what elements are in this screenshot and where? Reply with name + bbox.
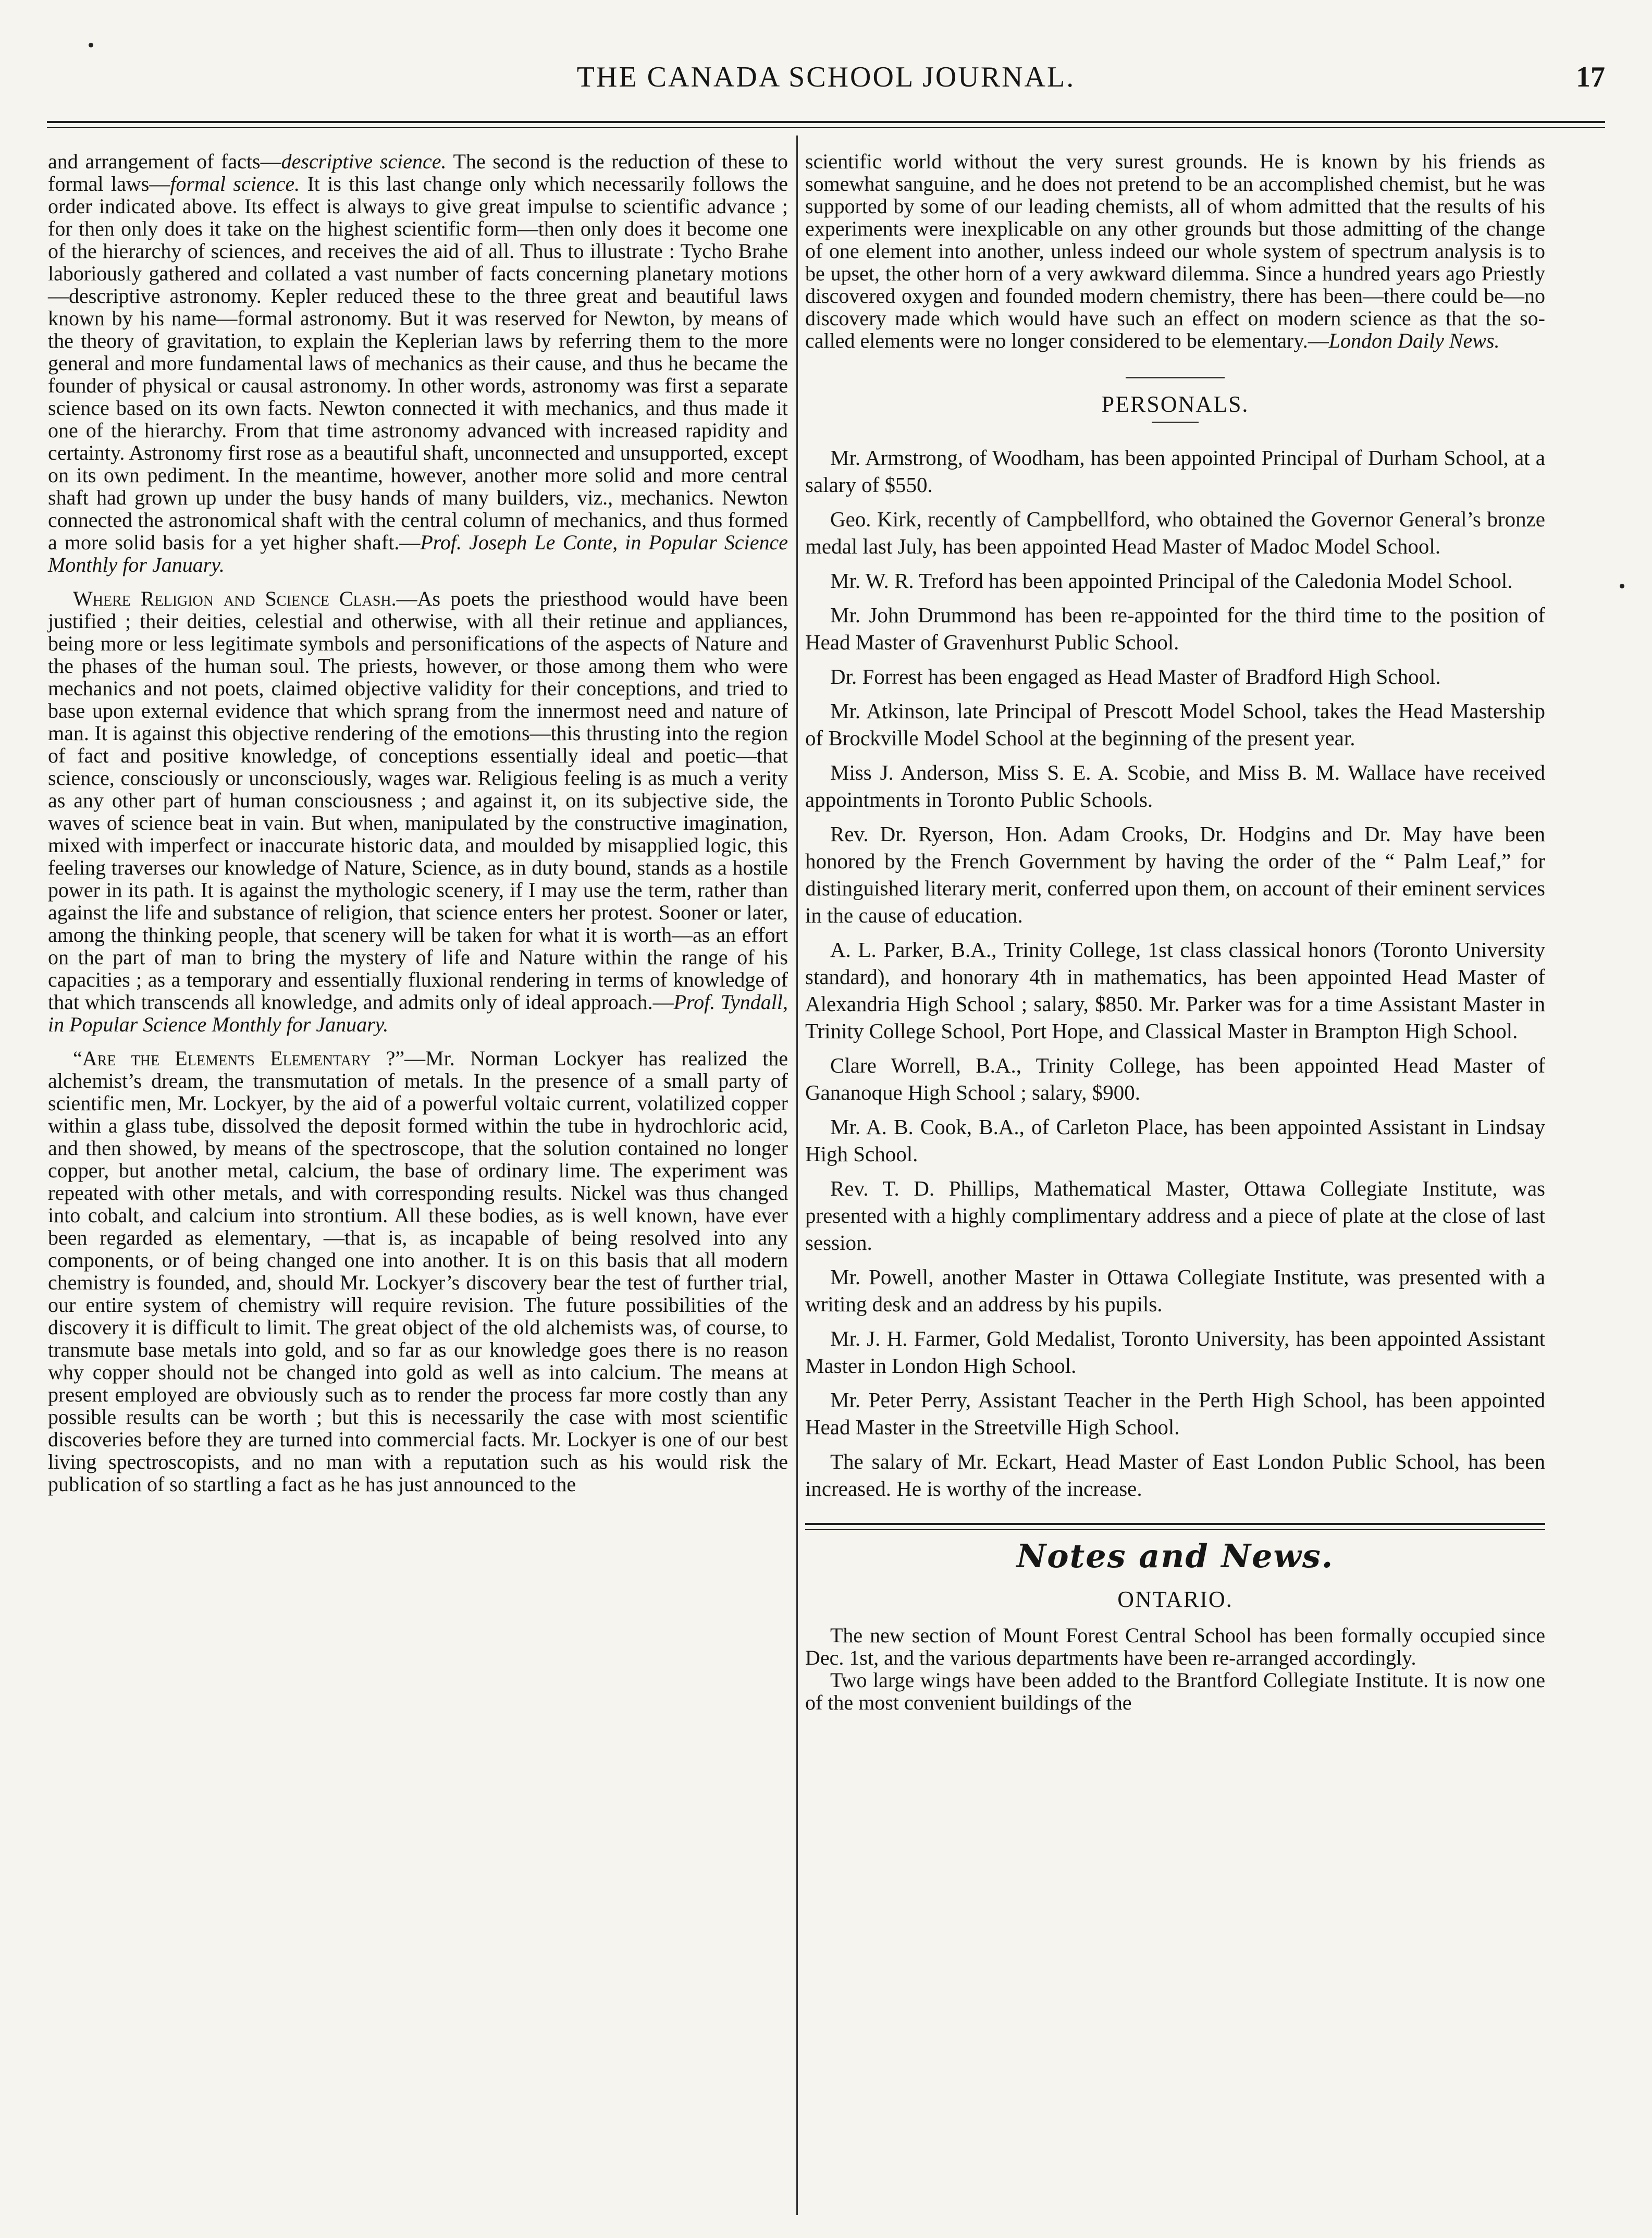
continued-source: London Daily News. bbox=[1328, 329, 1500, 352]
personal-item: Mr. Peter Perry, Assistant Teacher in the Perth High School, has been appointed Head Master in the Streetville High School. bbox=[805, 1388, 1545, 1439]
heading-underline bbox=[1152, 422, 1199, 423]
article-elements-continued bbox=[805, 150, 1545, 352]
para1-emphasis-a: descriptive science. bbox=[281, 150, 447, 173]
header-rule bbox=[47, 121, 1605, 123]
para2-text: —As poets the priesthood would have been justified ; their deities, celestial and otherwise, with all their retinue and appliances, being more or less legitimate symbols and personifications of the aspects of Nature and the phases of the human soul. The priests, however, or those among them who were mechanics and not poets, claimed objective validity for their conceptions, and tried to base upon external evidence that which sprang from the innermost need and nature of man. It is against this objective rendering of the emotions—this thrusting into the region of fact and positive knowledge, of conceptions essentially ideal and poetic—that science, consciously or unconsciously, wages war. Religious feeling is as much a verity as any other part of human consciousness ; and against it, on its subjective side, the waves of science beat in vain. But when, manipulated by the constructive imagination, mixed with imperfect or inaccurate historic data, and moulded by misapplied logic, this feeling traverses our knowledge of Nature, Science, as in duty bound, stands as a hostile power in its path. It is against the mythologic scenery, if I may use the term, rather than against the life and substance of religion, that science enters her protest. Sooner or later, among the thinking people, that scenery will be taken for what it is worth—as an effort on the part of man to bring the mystery of life and Nature within the range of his capacities ; as a temporary and essentially fluxional rendering in terms of knowledge of that which transcends all knowledge, and admits only of ideal approach.— bbox=[48, 587, 788, 1014]
para1-text-b: The second is the reduction of these to formal laws— bbox=[48, 150, 788, 195]
page-speck bbox=[89, 43, 93, 47]
continued-text: scientific world without the very surest grounds. He is known by his friends as somewhat sanguine, and he does not pretend to be an accomplished chemist, but he was supported by some of our leading chemists, all of whom admitted that the results of his experiments were inexplicable on any other grounds but those admitting of the change of one element into another, unless indeed our whole system of spectrum analysis is to be upset, the other horn of a very awkward dilemma. Since a hundred years ago Priestly discovered oxygen and founded modern chemistry, there has been—there could be—no discovery made which would have such an effect on modern science as that the so-called elements were no longer considered to be elementary.— bbox=[805, 150, 1545, 352]
ontario-heading: ONTARIO. bbox=[1117, 1587, 1233, 1612]
para1-text-a: and arrangement of facts— bbox=[48, 150, 281, 173]
left-column bbox=[48, 150, 788, 1495]
para2-source: Prof. Tyndall, in Popular Science Monthly for January. bbox=[48, 990, 788, 1036]
notes-divider bbox=[805, 1523, 1545, 1530]
para1-text-c: It is this last change only which necessarily follows the order indicated above. Its effect is always to give great impulse to scientific advance ; for then only does it take on the highest scientific form—then only does it become one of the hierarchy of sciences, and receives the aid of all. Thus to illustrate : Tycho Brahe laboriously gathered and collated a vast number of facts concerning planetary motions —descriptive astronomy. Kepler reduced these to the three great and beautiful laws known by his name—formal astronomy. But it was reserved for Newton, by means of the theory of gravitation, to explain the Keplerian laws by referring them to the more general and more fundamental laws of mechanics as their cause, and thus he became the founder of physical or causal astronomy. In other words, astronomy was first a separate science based on its own facts. Newton connected it with mechanics, and thus made it one of the hierarchy. From that time astronomy advanced with increased rapidity and certainty. Astronomy first rose as a beautiful shaft, unconnected and unsupported, except on its own pediment. In the meantime, however, another more solid and more central shaft had grown up under the busy hands of many builders, viz., mechanics. Newton connected the astronomical shaft with the central column of mechanics, and thus formed a more solid basis for a yet higher shaft.— bbox=[48, 172, 788, 554]
personal-item: A. L. Parker, B.A., Trinity College, 1st class classical honors (Toronto University standard), and honorary 4th in mathematics, has been appointed Head Master of Alexandria High School ; salary, $850. Mr. Parker was for a time Assistant Master in Trinity College School, Port Hope, and Classical Master in Brampton High School. bbox=[805, 938, 1545, 1043]
personal-item: Clare Worrell, B.A., Trinity College, has been appointed Head Master of Gananoque High School ; salary, $900. bbox=[805, 1053, 1545, 1104]
journal-title: THE CANADA SCHOOL JOURNAL. bbox=[576, 61, 1076, 93]
personal-item: Rev. Dr. Ryerson, Hon. Adam Crooks, Dr. Hodgins and Dr. May have been honored by the French Government by having the order of the “ Palm Leaf,” for distinguished literary merit, conferred upon them, on account of their eminent services in the cause of education. bbox=[805, 822, 1545, 927]
page-header bbox=[47, 56, 1605, 114]
article-religion-science-paragraph bbox=[48, 587, 788, 1036]
ontario-item: Two large wings have been added to the Brantford Collegiate Institute. It is now one of the most convenient buildings of the bbox=[805, 1668, 1545, 1714]
personal-item: Mr. A. B. Cook, B.A., of Carleton Place, has been appointed Assistant in Lindsay High School. bbox=[805, 1115, 1545, 1166]
personal-item: Mr. Armstrong, of Woodham, has been appointed Principal of Durham School, at a salary of $550. bbox=[805, 446, 1545, 497]
personal-item: Mr. Atkinson, late Principal of Prescott Model School, takes the Head Mastership of Brockville Model School at the beginning of the present year. bbox=[805, 699, 1545, 750]
personal-item: Mr. W. R. Treford has been appointed Principal of the Caledonia Model School. bbox=[830, 569, 1513, 593]
para3-text: —Mr. Norman Lockyer has realized the alchemist’s dream, the transmutation of metals. In the presence of a small party of scientific men, Mr. Lockyer, by the aid of a powerful voltaic current, volatilized copper within a glass tube, dissolved the deposit formed within the tube in hydrochloric acid, and then showed, by means of the spectroscope, that the solution contained no longer copper, but another metal, calcium, the base of ordinary lime. The experiment was repeated with other metals, and with corresponding results. Nickel was thus changed into cobalt, and calcium into strontium. All these bodies, as is well known, have ever been regarded as elementary, —that is, as incapable of being resolved into any components, or of being changed one into another. It is on this basis that all modern chemistry is founded, and, should Mr. Lockyer’s discovery bear the test of further trial, our entire system of chemistry will require revision. The future possibilities of the discovery it is difficult to limit. The great object of the old alchemists was, of course, to transmute base metals into gold, and so far as our knowledge goes there is no reason why copper should not be changed into gold as well as into calcium. The means at present employed are obviously such as to render the process far more costly than any possible results can be worth ; but this is necessarily the case with most scientific discoveries before they are turned into commercial facts. Mr. Lockyer is one of our best living spectroscopists, and no man with a reputation such as his would risk the publication of so startling a fact as he has just announced to the bbox=[48, 1047, 788, 1496]
page-number: 17 bbox=[1576, 61, 1605, 93]
personal-item: Geo. Kirk, recently of Campbellford, who obtained the Governor General’s bronze medal last July, has been appointed Head Master of Madoc Model School. bbox=[805, 507, 1545, 558]
personals-list bbox=[805, 444, 1545, 1502]
ontario-item: The new section of Mount Forest Central School has been formally occupied since Dec. 1st, and the various departments have been re-arranged accordingly. bbox=[805, 1624, 1545, 1669]
para2-heading: Where Religion and Science Clash. bbox=[73, 587, 397, 610]
personal-item: Rev. T. D. Phillips, Mathematical Master, Ottawa Collegiate Institute, was presented with a highly complimentary address and a piece of plate at the close of last session. bbox=[805, 1176, 1545, 1255]
personal-item: Mr. J. H. Farmer, Gold Medalist, Toronto University, has been appointed Assistant Master in London High School. bbox=[805, 1326, 1545, 1378]
notes-and-news-heading: Notes and News. bbox=[1016, 1537, 1334, 1575]
section-divider bbox=[1126, 377, 1225, 378]
para1-emphasis-b: formal science. bbox=[170, 172, 300, 195]
column-divider bbox=[796, 136, 798, 2215]
personal-item: Mr. John Drummond has been re-appointed for the third time to the position of Head Master of Gravenhurst Public School. bbox=[805, 603, 1545, 654]
header-rule-thin bbox=[47, 127, 1605, 128]
para1-source: Prof. Joseph Le Conte, in Popular Science Monthly for January. bbox=[48, 531, 788, 576]
article-elements-paragraph bbox=[48, 1047, 788, 1495]
personal-item: Dr. Forrest has been engaged as Head Master of Bradford High School. bbox=[830, 665, 1441, 688]
page-speck bbox=[1620, 584, 1624, 588]
personal-item: Miss J. Anderson, Miss S. E. A. Scobie, and Miss B. M. Wallace have received appointments in Toronto Public Schools. bbox=[805, 760, 1545, 811]
para3-heading: “Are the Elements Elementary ?” bbox=[73, 1047, 405, 1070]
personal-item: The salary of Mr. Eckart, Head Master of East London Public School, has been increased. He is worthy of the increase. bbox=[805, 1449, 1545, 1501]
personal-item: Mr. Powell, another Master in Ottawa Collegiate Institute, was presented with a writing desk and an address by his pupils. bbox=[805, 1265, 1545, 1316]
article-science-paragraph bbox=[48, 150, 788, 576]
personals-heading: PERSONALS. bbox=[1101, 391, 1249, 417]
right-column bbox=[805, 150, 1545, 1714]
